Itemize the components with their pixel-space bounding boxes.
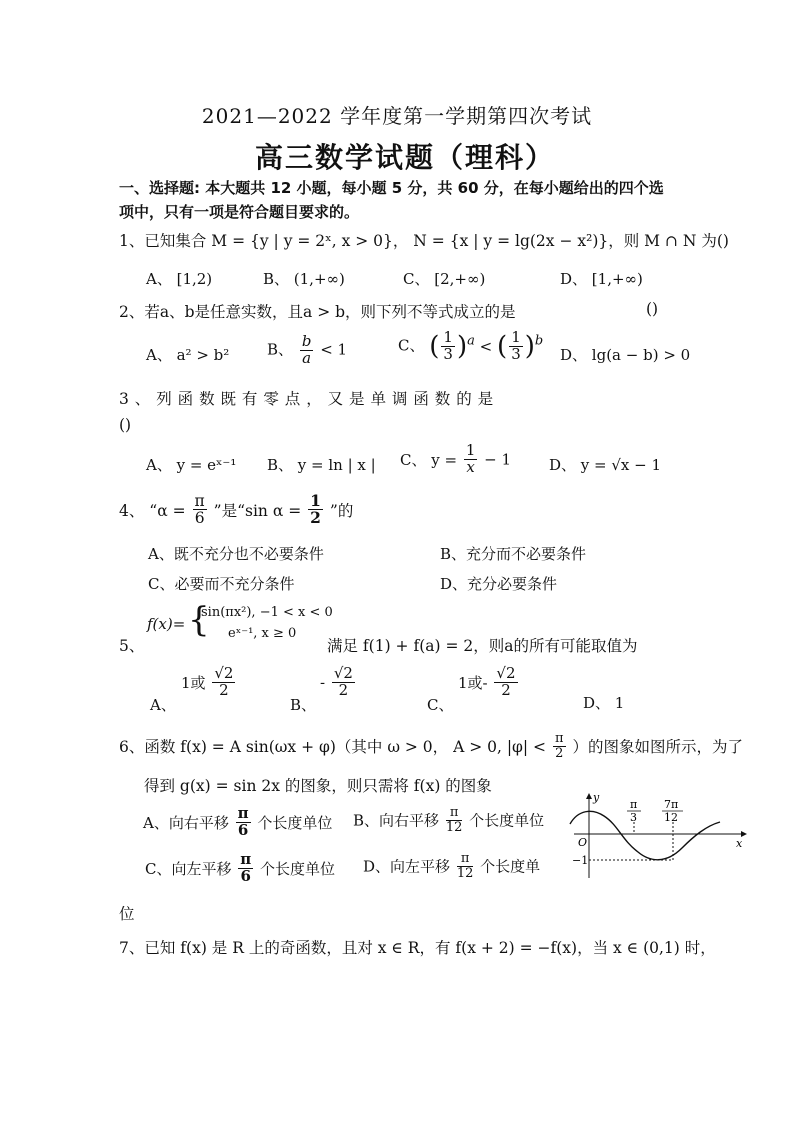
q5-option-b-prefix: - <box>320 673 326 692</box>
q5-number: 5、 <box>119 637 145 655</box>
q3-answer-paren: () <box>119 416 132 434</box>
tick-7pi12-denominator: 12 <box>664 811 678 824</box>
fraction-denominator: 2 <box>501 680 511 699</box>
pi-over-12-fraction <box>446 806 463 834</box>
pi-over-2-fraction <box>553 732 566 760</box>
tick-pi3-numerator: π <box>630 798 638 811</box>
q2-option-c-label: C、 <box>398 336 425 355</box>
y-axis-label: y <box>593 791 600 804</box>
q2-option-b-fraction <box>300 334 314 367</box>
q1-option-c: C、 [2,+∞) <box>403 270 486 288</box>
fraction-numerator: π <box>446 806 463 821</box>
q6-wrapped-text: 位 <box>119 905 135 923</box>
q6-line2: 得到 g(x) = sin 2x 的图象，则只需将 f(x) 的图象 <box>144 777 492 795</box>
pi-over-6-fraction <box>236 806 251 839</box>
fraction-denominator: 6 <box>240 866 251 885</box>
q2-option-c: C、 ( $\frac{1}{3}$ )$^a$ < ( $\frac{1}{3}$ )$^b$ <box>398 328 544 363</box>
q6-option-c-prefix: C、向左平移 <box>145 859 232 878</box>
sine-graph <box>560 790 756 882</box>
origin-label: O <box>578 836 588 849</box>
fraction-denominator: 2 <box>310 508 321 528</box>
fraction-numerator: √2 <box>496 664 516 682</box>
fraction-numerator: π <box>194 492 205 510</box>
q5-option-a-prefix: 1或 <box>181 673 206 692</box>
one-half-fraction <box>308 493 323 527</box>
q6-option-d <box>363 852 540 880</box>
q5-option-a <box>181 666 237 699</box>
q3-option-a: A、 y = eˣ⁻¹ <box>146 456 237 474</box>
fraction-denominator: 6 <box>194 509 205 528</box>
q5-option-b <box>320 666 357 699</box>
fraction-numerator: 1 <box>443 328 453 346</box>
subject-title: 高三数学试题（理科） <box>255 141 556 174</box>
q4-prefix: 4、 “α = <box>119 501 186 520</box>
q5-option-c-prefix: 1或- <box>458 673 488 692</box>
fraction-denominator: 2 <box>219 680 229 699</box>
section-instructions-line2: 项中，只有一项是符合题目要求的。 <box>119 203 360 221</box>
q1-option-b: B、 (1,+∞) <box>263 270 345 288</box>
q3-option-d: D、 y = √x − 1 <box>549 456 662 474</box>
fraction-denominator: 2 <box>555 745 564 761</box>
q6-stem-part2: ）的图象如图所示，为了 <box>572 738 743 757</box>
fraction-numerator: π <box>457 852 474 867</box>
q5-case-1: sin(πx²), −1 < x < 0 <box>201 605 333 620</box>
one-third-fraction <box>441 330 455 363</box>
q5-case-2: eˣ⁻¹, x ≥ 0 <box>228 626 297 641</box>
q3-stem: 3 、 列 函 数 既 有 零 点 ， 又 是 单 调 函 数 的 是 <box>119 390 494 408</box>
q6-stem-part1: 6、函数 f(x) = A sin(ωx + φ)（其中 ω > 0， A > 0, |φ| < <box>119 738 547 757</box>
q5-function-name: f(x)= <box>147 615 186 633</box>
pi-over-six-fraction <box>193 493 207 527</box>
x-axis-label: x <box>736 837 743 850</box>
q6-option-a <box>143 806 332 839</box>
fraction-denominator: 2 <box>338 680 349 699</box>
fraction-numerator: 1 <box>465 441 476 459</box>
fraction-denominator: 3 <box>511 344 521 363</box>
q4-option-c: C、必要而不充分条件 <box>148 575 295 593</box>
q7-stem: 7、已知 f(x) 是 R 上的奇函数，且对 x ∈ R，有 f(x + 2) = −f(x)，当 x ∈ (0,1) 时， <box>119 939 716 957</box>
q2-answer-paren: () <box>646 300 659 318</box>
q6-option-a-prefix: A、向右平移 <box>143 813 229 832</box>
q6-option-b-suffix: 个长度单位 <box>469 811 545 830</box>
q2-option-a: A、 a² > b² <box>146 346 230 364</box>
fraction-denominator: x <box>466 457 475 476</box>
q6-option-a-suffix: 个长度单位 <box>257 813 333 832</box>
q5-option-d: D、 1 <box>583 694 625 712</box>
q2-option-b-label: B、 <box>267 340 294 359</box>
q4-option-b: B、充分而不必要条件 <box>440 545 587 563</box>
q4-suffix: ”的 <box>329 501 354 520</box>
fraction-numerator: π <box>240 850 252 868</box>
fraction-numerator: 1 <box>310 491 321 510</box>
q4-stem <box>119 493 353 527</box>
one-third-fraction <box>509 330 523 363</box>
q3-option-b: B、 y = ln | x | <box>267 456 376 474</box>
sqrt2-over-2-fraction <box>212 666 235 699</box>
q2-option-d: D、 lg(a − b) > 0 <box>560 346 691 364</box>
fraction-denominator: 3 <box>443 344 453 363</box>
one-over-x-fraction <box>464 443 478 476</box>
q6-option-c-suffix: 个长度单位 <box>260 859 336 878</box>
fraction-denominator: 6 <box>237 820 249 839</box>
q5-condition: 满足 f(1) + f(a) = 2，则a的所有可能取值为 <box>327 637 638 655</box>
section-instructions-line1: 一、选择题: 本大题共 12 小题，每小题 5 分，共 60 分，在每小题给出的四个选 <box>119 179 664 197</box>
q6-stem <box>119 732 743 760</box>
exam-title: 2021—2022 学年度第一学期第四次考试 <box>201 104 593 128</box>
sqrt2-over-2-fraction <box>332 666 355 699</box>
exponent-b: b <box>534 333 544 349</box>
q2-option-b-tail: < 1 <box>320 340 348 359</box>
q5-left-brace: { <box>188 600 210 640</box>
tick-7pi12-numerator: 7π <box>664 798 679 811</box>
q2-option-b <box>267 334 347 367</box>
q5-option-a-label: A、 <box>150 696 176 714</box>
q3-option-c-tail: − 1 <box>484 450 512 469</box>
fraction-numerator: √2 <box>333 664 353 682</box>
q4-option-d: D、充分必要条件 <box>440 575 558 593</box>
exponent-a: a <box>467 333 475 349</box>
q6-option-d-prefix: D、向左平移 <box>363 857 451 876</box>
fraction-denominator: a <box>302 348 312 367</box>
fraction-denominator: 12 <box>456 865 474 881</box>
q6-option-d-suffix: 个长度单 <box>480 857 541 876</box>
pi-over-6-fraction <box>238 852 253 885</box>
fraction-numerator: √2 <box>214 664 234 682</box>
q6-option-c <box>145 852 335 885</box>
q1-option-d: D、 [1,+∞) <box>560 270 643 288</box>
pi-over-12-fraction <box>457 852 474 880</box>
q6-option-b-prefix: B、向右平移 <box>353 811 440 830</box>
q1-option-a: A、 [1,2) <box>146 270 213 288</box>
fraction-numerator: b <box>301 332 312 350</box>
q5-option-c <box>458 666 520 699</box>
sqrt2-over-2-fraction <box>494 666 517 699</box>
fraction-denominator: 12 <box>445 819 463 835</box>
sine-curve <box>570 811 720 859</box>
q4-middle: ”是“sin α = <box>213 501 302 520</box>
q2-stem: 2、若a、b是任意实数，且a > b，则下列不等式成立的是 <box>119 303 516 321</box>
tick-pi3-denominator: 3 <box>630 811 637 824</box>
minus-one-label: −1 <box>572 854 589 867</box>
fraction-numerator: π <box>554 731 564 746</box>
fraction-numerator: π <box>237 804 249 822</box>
q6-option-b <box>353 806 544 834</box>
q5-option-c-label: C、 <box>427 696 454 714</box>
q4-option-a: A、既不充分也不必要条件 <box>148 545 324 563</box>
q3-option-c-label: C、 y = <box>400 450 458 469</box>
fraction-numerator: 1 <box>511 328 521 346</box>
q1-stem: 1、已知集合 M = {y | y = 2ˣ, x > 0}， N = {x | y = lg(2x − x²)}，则 M ∩ N 为() <box>119 232 729 250</box>
q3-option-c <box>400 443 511 476</box>
q5-option-b-label: B、 <box>290 696 317 714</box>
